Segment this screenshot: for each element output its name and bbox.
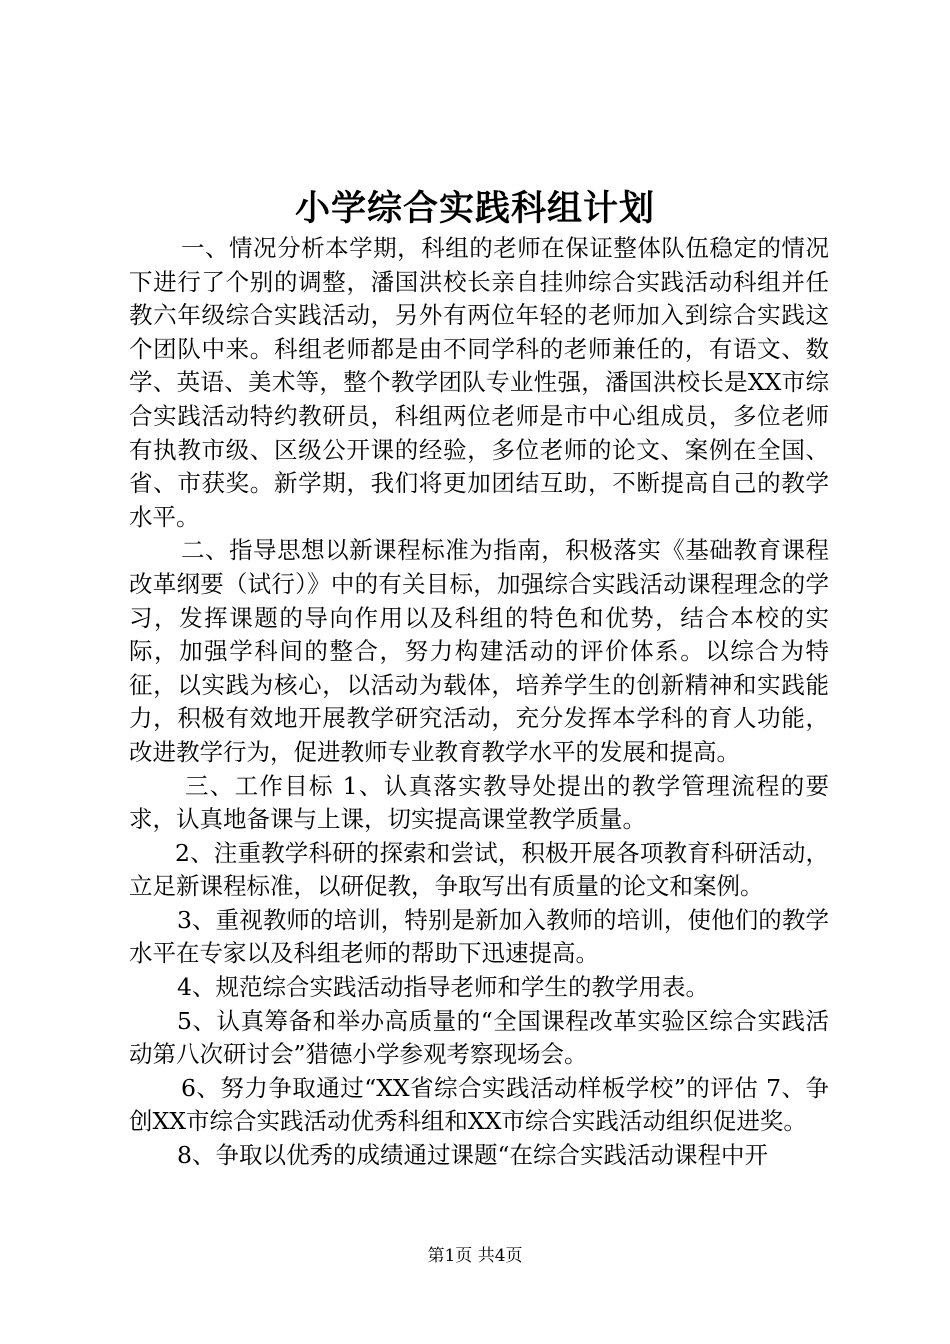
document-title: 小学综合实践科组计划 [294, 188, 655, 229]
paragraph-guiding-ideology: 二、指导思想以新课程标准为指南，积极落实《基础教育课程改革纲要（试行）》中的有关目标，加强综合实践活动课程理念的学习，发挥课题的导向作用以及科组的特色和优势，结合本校的实际，加强学科间的整合，努力构建活动的评价体系。以综合为特征，以实践为核心，以活动为载体，培养学生的创新精神和实践能力，积极有效地开展教学研究活动，充分发挥本学科的育人功能，改进教学行为，促进教师专业教育教学水平的发展和提高。 [129, 536, 829, 766]
paragraph-goal-4: 4、规范综合实践活动指导老师和学生的教学用表。 [177, 973, 709, 1002]
page-footer: 第1页 共4页 [427, 1246, 523, 1266]
paragraph-work-goals: 三、工作目标 1、认真落实教导处提出的教学管理流程的要求，认真地备课与上课，切实提高课堂教学质量。 [129, 771, 829, 834]
document-body [129, 232, 829, 1173]
paragraph-goal-5: 5、认真筹备和举办高质量的“全国课程改革实验区综合实践活动第八次研讨会”猎德小学参观考察现场会。 [129, 1006, 829, 1069]
paragraph-situation-analysis: 一、情况分析本学期，科组的老师在保证整体队伍稳定的情况下进行了个别的调整，潘国洪校长亲自挂帅综合实践活动科组并任教六年级综合实践活动，另外有两位年轻的老师加入到综合实践这个团队中来。科组老师都是由不同学科的老师兼任的，有语文、数学、英语、美术等，整个教学团队专业性强，潘国洪校长是XX市综合实践活动特约教研员，科组两位老师是市中心组成员，多位老师有执教市级、区级公开课的经验，多位老师的论文、案例在全国、省、市获奖。新学期，我们将更加团结互助，不断提高自己的教学水平。 [129, 234, 829, 531]
paragraph-goal-6-7: 6、努力争取通过“XX省综合实践活动样板学校”的评估 7、争创XX市综合实践活动优秀科组和XX市综合实践活动组织促进奖。 [129, 1073, 829, 1136]
paragraph-goal-2: 2、注重教学科研的探索和尝试，积极开展各项教育科研活动，立足新课程标准，以研促教，争取写出有质量的论文和案例。 [129, 838, 829, 901]
paragraph-goal-8: 8、争取以优秀的成绩通过课题“在综合实践活动课程中开 [177, 1141, 768, 1170]
paragraph-goal-3: 3、重视教师的培训，特别是新加入教师的培训，使他们的教学水平在专家以及科组老师的帮助下迅速提高。 [129, 905, 829, 968]
